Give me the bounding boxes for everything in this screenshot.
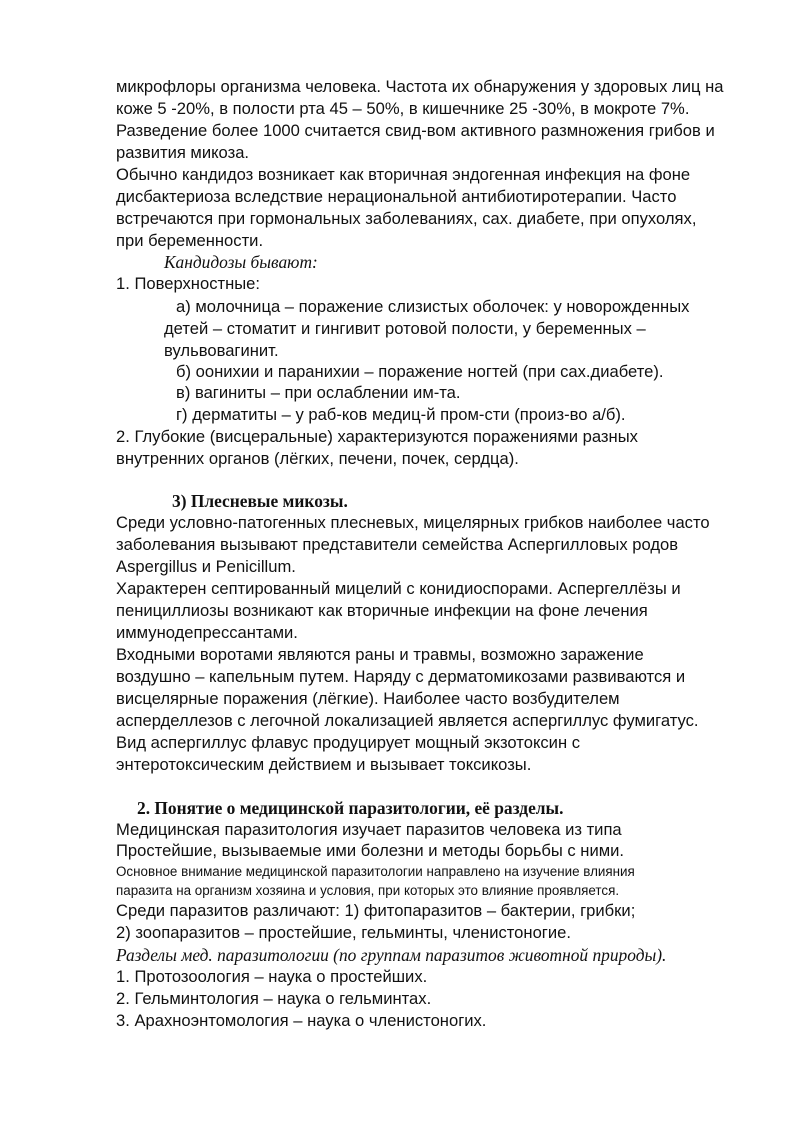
- candidiasis-line: Обычно кандидоз возникает как вторичная эндогенная инфекция на фоне: [116, 165, 691, 184]
- mold-line: Входными воротами являются раны и травмы, возможно заражение: [116, 645, 644, 664]
- deep-line: внутренних органов (лёгких, печени, почек, сердца).: [116, 449, 519, 468]
- superficial-item-v: в) вагиниты – при ослаблении им-та.: [176, 383, 461, 402]
- parasite-types-line: 2) зоопаразитов – простейшие, гельминты, членистоногие.: [116, 923, 571, 942]
- candidiasis-types-heading: Кандидозы бывают:: [164, 252, 318, 272]
- candidiasis-line: при беременности.: [116, 231, 264, 250]
- section-item: 3. Арахноэнтомология – наука о членистоногих.: [116, 1011, 487, 1030]
- superficial-item-a: а) молочница – поражение слизистых оболочек: у новорожденных: [176, 297, 690, 316]
- mold-line: асперделлезов с легочной локализацией является аспергиллус фумигатус.: [116, 711, 699, 730]
- superficial-item-g: г) дерматиты – у раб-ков медиц-й пром-сти (произ-во а/б).: [176, 405, 626, 424]
- parasitology-heading: 2. Понятие о медицинской паразитологии, её разделы.: [137, 798, 564, 818]
- superficial-item-a: детей – стоматит и гингивит ротовой полости, у беременных –: [164, 319, 646, 338]
- flora-line: развития микоза.: [116, 143, 250, 162]
- flora-line: микрофлоры организма человека. Частота их обнаружения у здоровых лиц на: [116, 77, 724, 96]
- mold-line: Характерен септированный мицелий с конидиоспорами. Аспергеллёзы и: [116, 579, 681, 598]
- flora-line: Разведение более 1000 считается свид-вом активного размножения грибов и: [116, 121, 715, 140]
- superficial-item-b: б) оонихии и паранихии – поражение ногтей (при сах.диабете).: [176, 362, 664, 381]
- candidiasis-line: встречаются при гормональных заболеваниях, сах. диабете, при опухолях,: [116, 209, 697, 228]
- mold-line: иммунодепрессантами.: [116, 623, 298, 642]
- superficial-item-a: вульвовагинит.: [164, 341, 279, 360]
- mold-line: Среди условно-патогенных плесневых, мицелярных грибков наиболее часто: [116, 513, 710, 532]
- parasite-types-line: Среди паразитов различают: 1) фитопаразитов – бактерии, грибки;: [116, 901, 636, 920]
- mold-line: висцелярные поражения (лёгкие). Наиболее часто возбудителем: [116, 689, 620, 708]
- mold-line: Вид аспергиллус флавус продуцирует мощный экзотоксин с: [116, 733, 581, 752]
- parasitology-focus-line: паразита на организм хозяина и условия, при которых это влияние проявляется.: [116, 883, 620, 898]
- parasitology-focus-line: Основное внимание медицинской паразитологии направлено на изучение влияния: [116, 864, 635, 879]
- mold-line: заболевания вызывают представители семейства Аспергилловых родов: [116, 535, 679, 554]
- superficial-title: 1. Поверхностные:: [116, 274, 261, 293]
- deep-line: 2. Глубокие (висцеральные) характеризуются поражениями разных: [116, 427, 638, 446]
- section-item: 2. Гельминтология – наука о гельминтах.: [116, 989, 432, 1008]
- sections-heading: Разделы мед. паразитологии (по группам паразитов животной природы).: [116, 945, 667, 965]
- mold-line: пенициллиозы возникают как вторичные инфекции на фоне лечения: [116, 601, 648, 620]
- parasitology-intro-line: Простейшие, вызываемые ими болезни и методы борьбы с ними.: [116, 841, 625, 860]
- mold-heading: 3) Плесневые микозы.: [172, 491, 348, 511]
- candidiasis-line: дисбактериоза вследствие нерациональной антибиотиротерапии. Часто: [116, 187, 677, 206]
- mold-line: Aspergillus и Penicillum.: [116, 557, 296, 576]
- mold-line: воздушно – капельным путем. Наряду с дерматомикозами развиваются и: [116, 667, 686, 686]
- section-item: 1. Протозоология – наука о простейших.: [116, 967, 428, 986]
- flora-line: коже 5 -20%, в полости рта 45 – 50%, в кишечнике 25 -30%, в мокроте 7%.: [116, 99, 690, 118]
- mold-line: энтеротоксическим действием и вызывает токсикозы.: [116, 755, 532, 774]
- parasitology-intro-line: Медицинская паразитология изучает паразитов человека из типа: [116, 820, 622, 839]
